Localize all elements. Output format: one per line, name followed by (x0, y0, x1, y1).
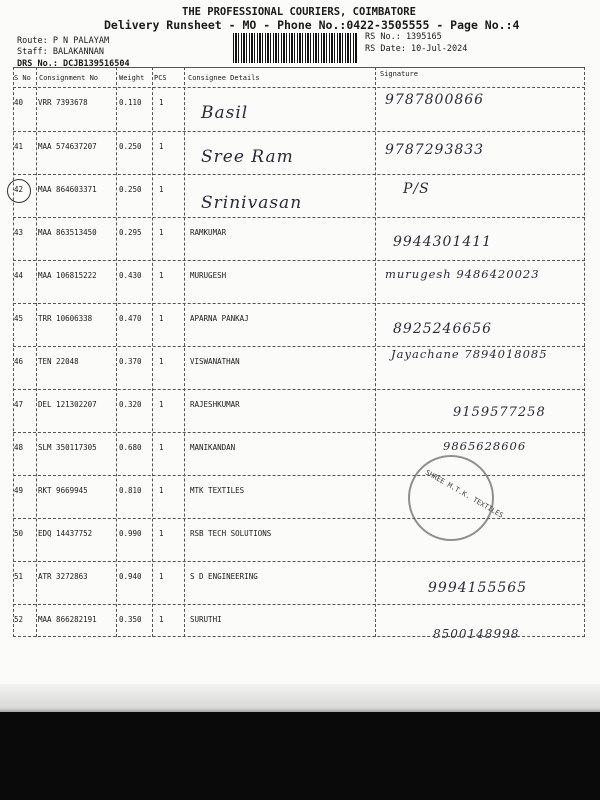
sno: 40 (14, 98, 24, 107)
consignment-no: MAA 863513450 (38, 228, 97, 237)
drs-number: DRS No.: DCJB139516504 (17, 59, 130, 69)
sno: 43 (14, 228, 24, 237)
pcs: 1 (159, 529, 164, 538)
consignment-no: ATR 3272863 (38, 572, 88, 581)
signature-phone: 9787800866 (385, 92, 485, 108)
pcs: 1 (159, 486, 164, 495)
sno: 50 (14, 529, 24, 538)
consignee-name: MTK TEXTILES (190, 486, 245, 495)
sno: 45 (14, 314, 24, 323)
sno: 44 (14, 271, 24, 280)
pcs: 1 (159, 572, 164, 581)
consignee-name: APARNA PANKAJ (190, 314, 249, 323)
consignment-no: SLM 350117305 (38, 443, 97, 452)
col-header-consignment: Consignment No (39, 74, 99, 82)
pcs: 1 (159, 142, 164, 151)
stamp-text: SHREE M.T.K. TEXTILES (423, 468, 505, 520)
consignee-name: S D ENGINEERING (190, 572, 258, 581)
handwritten-name: Basil (201, 103, 249, 123)
pcs: 1 (159, 443, 164, 452)
consignment-no: TRR 10606338 (38, 314, 93, 323)
col-header-consignee: Consignee Details (188, 74, 260, 82)
signature-phone: P/S (403, 181, 430, 197)
consignee-name: MANIKANDAN (190, 443, 236, 452)
route-label: Route: P N PALAYAM (17, 36, 110, 46)
sno: 49 (14, 486, 24, 495)
barcode (233, 33, 357, 63)
table-row (13, 175, 585, 218)
col-header-sno: S No (14, 74, 31, 82)
dark-background (0, 712, 600, 800)
weight: 0.370 (119, 357, 142, 366)
pcs: 1 (159, 98, 164, 107)
table-top-border (13, 67, 585, 68)
pcs: 1 (159, 185, 164, 194)
signature-phone: 9994155565 (428, 580, 528, 596)
company-stamp (408, 455, 494, 541)
weight: 0.350 (119, 615, 142, 624)
consignment-no: TEN 22048 (38, 357, 79, 366)
weight: 0.680 (119, 443, 142, 452)
table-row (13, 261, 585, 304)
weight: 0.430 (119, 271, 142, 280)
pcs: 1 (159, 271, 164, 280)
runsheet-subtitle: Delivery Runsheet - MO - Phone No.:0422-3505555 - Page No.:4 (104, 18, 520, 32)
table-row (13, 218, 585, 261)
weight: 0.320 (119, 400, 142, 409)
consignment-no: DEL 121302207 (38, 400, 97, 409)
weight: 0.470 (119, 314, 142, 323)
col-header-weight: Weight (119, 74, 145, 82)
consignee-name: SURUTHI (190, 615, 222, 624)
table-bottom-border (13, 636, 585, 637)
signature-phone: 9159577258 (453, 405, 546, 420)
consignee-name: RAJESHKUMAR (190, 400, 240, 409)
handwritten-name: Srinivasan (201, 193, 303, 213)
table-row (13, 433, 585, 476)
rs-date: RS Date: 10-Jul-2024 (365, 44, 468, 54)
table-row (13, 347, 585, 390)
signature-phone: 8925246656 (393, 321, 493, 337)
weight: 0.295 (119, 228, 142, 237)
sno: 46 (14, 357, 24, 366)
pcs: 1 (159, 400, 164, 409)
weight: 0.990 (119, 529, 142, 538)
weight: 0.110 (119, 98, 142, 107)
weight: 0.810 (119, 486, 142, 495)
signature-phone: 9944301411 (393, 234, 493, 250)
table-row (13, 519, 585, 562)
table-row (13, 132, 585, 175)
table-row (13, 88, 585, 131)
handwritten-name: Sree Ram (201, 147, 294, 167)
col-header-signature: Signature (380, 70, 418, 78)
table-row (13, 562, 585, 605)
col-header-pcs: PCS (154, 74, 167, 82)
sno: 51 (14, 572, 24, 581)
consignment-no: MAA 864603371 (38, 185, 97, 194)
sno: 48 (14, 443, 24, 452)
consignment-no: MAA 574637207 (38, 142, 97, 151)
company-title: THE PROFESSIONAL COURIERS, COIMBATORE (182, 6, 416, 18)
table-row (13, 304, 585, 347)
consignment-no: MAA 866282191 (38, 615, 97, 624)
consignee-name: RAMKUMAR (190, 228, 227, 237)
weight: 0.250 (119, 185, 142, 194)
signature-phone: 9787293833 (385, 142, 485, 158)
consignment-no: MAA 106815222 (38, 271, 97, 280)
signature-phone: murugesh 9486420023 (385, 267, 540, 281)
weight: 0.940 (119, 572, 142, 581)
weight: 0.250 (119, 142, 142, 151)
consignment-no: VRR 7393678 (38, 98, 88, 107)
sno: 41 (14, 142, 24, 151)
pcs: 1 (159, 615, 164, 624)
signature-phone: 9865628606 (443, 439, 527, 453)
pcs: 1 (159, 228, 164, 237)
consignee-name: RSB TECH SOLUTIONS (190, 529, 272, 538)
consignment-table (13, 67, 585, 641)
consignee-name: MURUGESH (190, 271, 227, 280)
table-row (13, 605, 585, 648)
signature-phone: 8500148998 (433, 627, 520, 641)
staff-label: Staff: BALAKANNAN (17, 47, 104, 57)
signature-phone: Jayachane 7894018085 (391, 347, 548, 361)
sno: 42 (14, 185, 24, 194)
pcs: 1 (159, 357, 164, 366)
consignment-no: EDQ 14437752 (38, 529, 93, 538)
table-row (13, 390, 585, 433)
consignee-name: VISWANATHAN (190, 357, 240, 366)
sno: 52 (14, 615, 24, 624)
consignment-no: RKT 9669945 (38, 486, 88, 495)
rs-number: RS No.: 1395165 (365, 32, 442, 42)
sno: 47 (14, 400, 24, 409)
pcs: 1 (159, 314, 164, 323)
